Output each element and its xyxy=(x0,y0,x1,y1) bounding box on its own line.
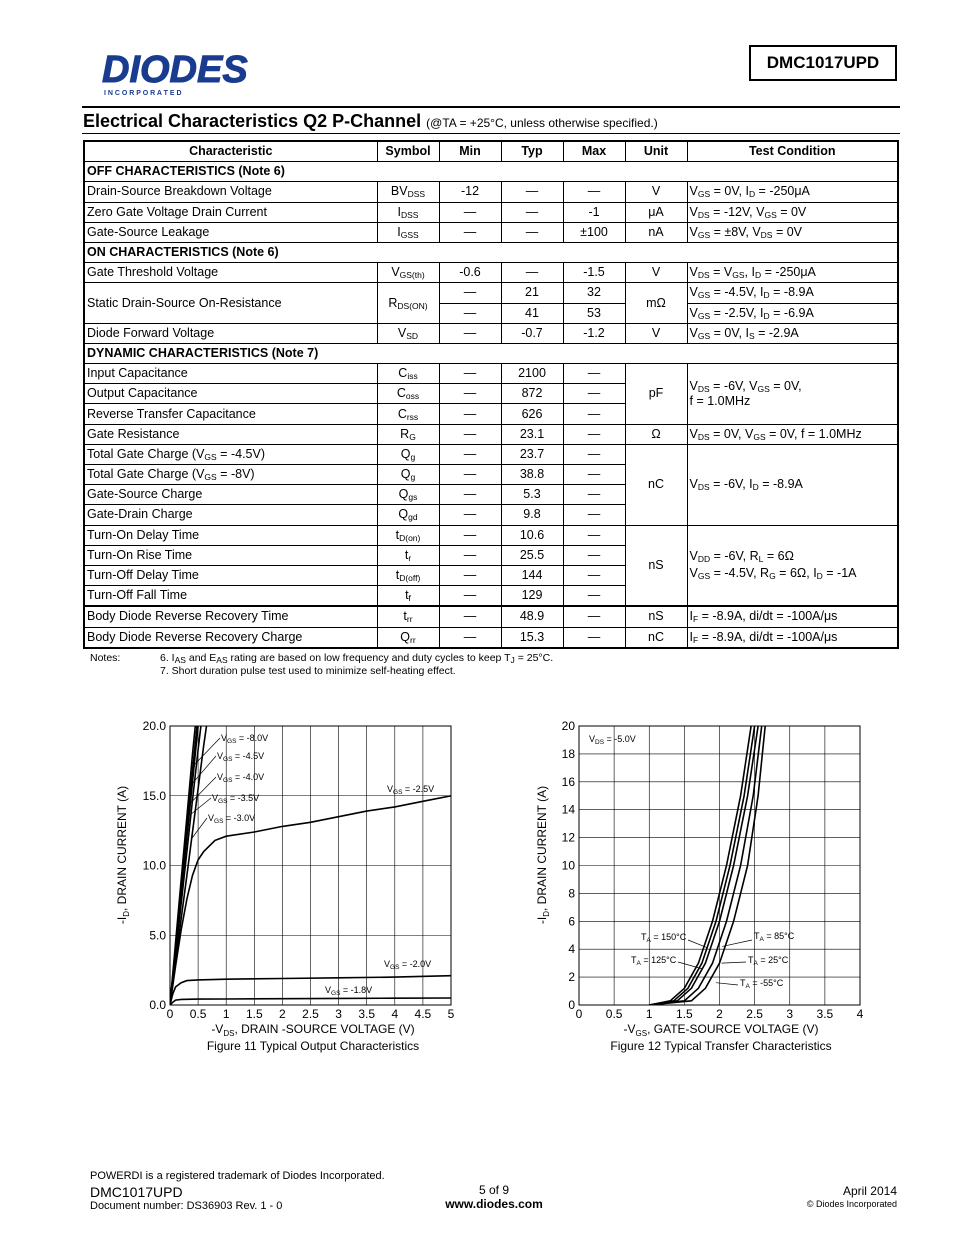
fig11-ylabel: $-I_D$, DRAIN CURRENT (A) xyxy=(115,785,131,925)
svg-text:I N C O R P O R A T E D: I N C O R P O R A T E D xyxy=(104,90,182,97)
x-tick-label: 0 xyxy=(166,1007,174,1021)
y-tick-label: 15.0 xyxy=(142,788,166,803)
diodes-logo xyxy=(102,52,267,98)
series-label: $V_{GS} = -8.0V$ xyxy=(221,733,269,745)
label-leader xyxy=(191,798,211,814)
note-7: 7. Short duration pulse test used to minimize self-heating effect. xyxy=(160,665,456,677)
table-row: Gate-Source Leakage $I_{GSS}$ — — ±100 nA $V_{GS} = \pm 8V$, $V_{DS} = 0V$ xyxy=(84,222,898,242)
header-rule xyxy=(82,106,900,108)
series-label: $T_A = -55^\circ C$ xyxy=(740,978,784,990)
x-tick-label: 4.5 xyxy=(414,1007,432,1021)
section-condition: (@TA = +25°C, unless otherwise specified.) xyxy=(426,116,658,130)
series-label: $V_{GS} = -4.5V$ xyxy=(217,751,265,763)
table-row: Output Capacitance $C_{oss}$ — 872 — xyxy=(84,384,898,404)
y-tick-label: 10.0 xyxy=(142,858,166,873)
series-label: $V_{GS} = -3.5V$ xyxy=(212,793,260,805)
table-header-row xyxy=(84,141,898,162)
footer-url[interactable]: www.diodes.com xyxy=(445,1197,543,1211)
section-title: Electrical Characteristics Q2 P-Channel (@TA = +25°C, unless otherwise specified.) xyxy=(83,111,658,131)
fig12-title: Figure 12 Typical Transfer Characteristics xyxy=(610,1039,832,1053)
fig11-title: Figure 11 Typical Output Characteristics xyxy=(206,1039,420,1053)
x-tick-label: 3.5 xyxy=(358,1007,376,1021)
electrical-characteristics-table xyxy=(83,140,899,649)
footer-page: 5 of 9 xyxy=(478,1183,510,1197)
table-row: — 41 53 $V_{GS} = -2.5V$, $I_D = -6.9A$ xyxy=(84,303,898,323)
col-characteristic: Characteristic xyxy=(84,141,377,162)
footer-docnum: Document number: DS36903 Rev. 1 - 0 xyxy=(90,1200,283,1212)
series-label: $T_A = 85^\circ C$ xyxy=(754,931,795,943)
col-max: Max xyxy=(563,141,625,162)
footer-copyright: © Diodes Incorporated xyxy=(806,1199,897,1209)
x-tick-label: 4 xyxy=(391,1007,399,1021)
y-tick-label: 2 xyxy=(568,970,575,985)
table-row: Total Gate Charge $(V_{GS} = -8V)$ $Q_g$ — 38.8 — xyxy=(84,465,898,485)
fig11-xlabel: $-V_{DS}$, DRAIN -SOURCE VOLTAGE (V) xyxy=(211,1022,415,1038)
x-tick-label: 2 xyxy=(279,1007,286,1021)
x-tick-label: 2.5 xyxy=(746,1007,763,1021)
y-tick-label: 5.0 xyxy=(149,928,166,943)
vds-annotation: $V_{DS} = -5.0V$ xyxy=(589,734,636,746)
fig12-xlabel: $-V_{GS}$, GATE-SOURCE VOLTAGE (V) xyxy=(623,1022,819,1038)
figure-12-transfer-characteristics xyxy=(528,715,888,1060)
x-tick-label: 3 xyxy=(786,1007,794,1021)
fig12-ylabel: $-I_D$, DRAIN CURRENT (A) xyxy=(535,785,551,925)
x-tick-label: 0.5 xyxy=(605,1007,623,1021)
table-row: Zero Gate Voltage Drain Current $I_{DSS}$ — — -1 μA $V_{DS} = -12V$, $V_{GS} = 0V$ xyxy=(84,202,898,222)
series-label: $V_{GS} = -3.0V$ xyxy=(208,813,256,825)
notes: Notes: 6. $I_{AS}$ and $E_{AS}$ rating are based on low frequency and duty cycles to keep $T_J = 25^\circ C$. 7. Short duration pulse test used to minimize self-heating effect. xyxy=(90,652,554,677)
figure-11-output-characteristics xyxy=(110,715,470,1060)
series-label: $V_{GS} = -2.5V$ xyxy=(387,784,435,796)
x-tick-label: 1.5 xyxy=(676,1007,693,1021)
series-label: $T_A = 150^\circ C$ xyxy=(641,932,687,944)
col-symbol: Symbol xyxy=(377,141,439,162)
y-tick-label: 10 xyxy=(561,858,575,873)
x-tick-label: 1 xyxy=(645,1007,653,1021)
table-row: Gate-Source Charge $Q_{gs}$ — 5.3 — xyxy=(84,485,898,505)
y-tick-label: 20.0 xyxy=(142,719,166,733)
table-row: Turn-Off Delay Time $t_{D(off)}$ — 144 — xyxy=(84,565,898,585)
section-on: ON CHARACTERISTICS (Note 6) xyxy=(84,242,898,262)
y-tick-label: 6 xyxy=(568,914,575,929)
col-min: Min xyxy=(439,141,501,162)
table-row: Body Diode Reverse Recovery Time $t_{rr}$ — 48.9 — nS $I_F = -8.9A$, di/dt = -100A/μs xyxy=(84,606,898,627)
table-row: Drain-Source Breakdown Voltage $BV_{DSS}$ -12 — — V $V_{GS} = 0V$, $I_D = -250\mu A$ xyxy=(84,182,898,202)
table-row: Reverse Transfer Capacitance $C_{rss}$ — 626 — xyxy=(84,404,898,424)
y-tick-label: 8 xyxy=(568,886,575,901)
y-tick-label: 20 xyxy=(561,719,575,733)
table-row: Body Diode Reverse Recovery Charge $Q_{rr}$ — 15.3 — nC $I_F = -8.9A$, di/dt = -100A/μs xyxy=(84,627,898,648)
table-row: Turn-Off Fall Time $t_f$ — 129 — xyxy=(84,586,898,607)
x-tick-label: 3.5 xyxy=(816,1007,834,1021)
y-tick-label: 12 xyxy=(561,830,575,845)
footer-part: DMC1017UPD xyxy=(90,1184,183,1200)
y-tick-label: 0 xyxy=(568,998,575,1012)
table-row: Turn-On Rise Time $t_r$ — 25.5 — xyxy=(84,545,898,565)
footer-trademark: POWERDI is a registered trademark of Diodes Incorporated. xyxy=(90,1170,385,1182)
x-tick-label: 0 xyxy=(575,1007,583,1021)
series-label: $V_{GS} = -1.8V$ xyxy=(325,985,373,997)
series-label: $T_A = 125^\circ C$ xyxy=(631,955,677,967)
x-tick-label: 2.5 xyxy=(302,1007,319,1021)
y-tick-label: 0.0 xyxy=(149,998,166,1012)
x-tick-label: 4 xyxy=(856,1007,864,1021)
svg-text:DIODES: DIODES xyxy=(102,52,248,91)
y-tick-label: 4 xyxy=(568,942,575,957)
x-tick-label: 5 xyxy=(447,1007,455,1021)
section-dynamic: DYNAMIC CHARACTERISTICS (Note 7) xyxy=(84,343,898,363)
table-row: Input Capacitance $C_{iss}$ — 2100 — pF $V_{DS} = -6V$, $V_{GS} = 0V$, f = 1.0MHz xyxy=(84,364,898,384)
series-label: $V_{GS} = -4.0V$ xyxy=(217,772,265,784)
title-rule xyxy=(82,133,900,134)
x-tick-label: 2 xyxy=(716,1007,723,1021)
note-6: 6. $I_{AS}$ and $E_{AS}$ rating are based on low frequency and duty cycles to keep $T_J = 25^\circ C$. xyxy=(160,652,554,665)
y-tick-label: 16 xyxy=(561,774,575,789)
table-row: Static Drain-Source On-Resistance $R_{DS(ON)}$ — 21 32 mΩ $V_{GS} = -4.5V$, $I_D = -8.9A$ xyxy=(84,283,898,303)
table-row: Gate-Drain Charge $Q_{gd}$ — 9.8 — xyxy=(84,505,898,525)
footer-date: April 2014 xyxy=(842,1184,897,1198)
table-row: Gate Resistance $R_G$ — 23.1 — Ω $V_{DS} = 0V$, $V_{GS} = 0V$, f = 1.0MHz xyxy=(84,424,898,444)
col-unit: Unit xyxy=(625,141,687,162)
y-tick-label: 14 xyxy=(561,802,575,817)
col-typ: Typ xyxy=(501,141,563,162)
x-tick-label: 0.5 xyxy=(189,1007,207,1021)
x-tick-label: 1.5 xyxy=(245,1007,263,1021)
col-test-condition: Test Condition xyxy=(687,141,898,162)
table-row: Total Gate Charge $(V_{GS} = -4.5V)$ $Q_g$ — 23.7 — nC $V_{DS} = -6V$, $I_D = -8.9A$ xyxy=(84,444,898,464)
table-row: Gate Threshold Voltage $V_{GS(th)}$ -0.6 — -1.5 V $V_{DS} = V_{GS}$, $I_D = -250\mu A$ xyxy=(84,263,898,283)
section-off: OFF CHARACTERISTICS (Note 6) xyxy=(84,162,898,182)
series-label: $V_{GS} = -2.0V$ xyxy=(384,959,432,971)
part-number-box: DMC1017UPD xyxy=(749,45,897,81)
x-tick-label: 3 xyxy=(335,1007,342,1021)
y-tick-label: 18 xyxy=(561,746,575,761)
table-row: Diode Forward Voltage $V_{SD}$ — -0.7 -1.2 V $V_{GS} = 0V$, $I_S = -2.9A$ xyxy=(84,323,898,343)
label-leader xyxy=(722,962,746,963)
series-label: $T_A = 25^\circ C$ xyxy=(748,955,789,967)
x-tick-label: 1 xyxy=(222,1007,230,1021)
table-row: Turn-On Delay Time $t_{D(on)}$ — 10.6 — nS $V_{DD} = -6V$, $R_L = 6\Omega$ $V_{GS} = -4.5V$, $R_G = 6\Omega$, $I_D = -1A$ xyxy=(84,525,898,545)
